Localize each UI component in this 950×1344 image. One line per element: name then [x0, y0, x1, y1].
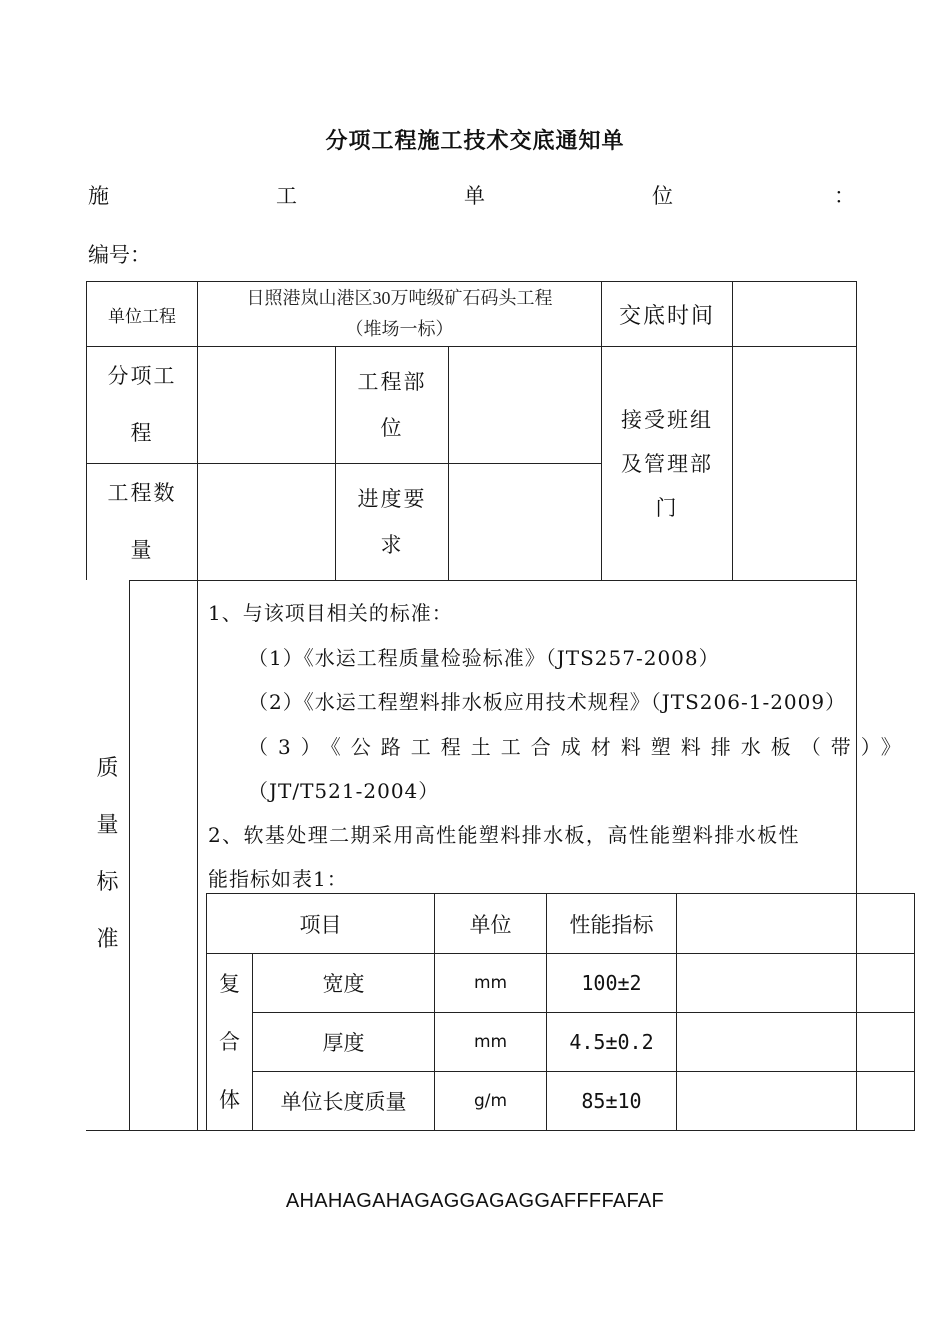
perf-value: 85±10	[547, 1072, 677, 1131]
receiving-team-label-line: 接受班组	[621, 407, 714, 432]
footer-text: AHAHAGAHAGAGGAGAGGAFFFFAFAF	[285, 1190, 665, 1212]
perf-blank	[677, 1013, 915, 1072]
unit-project-section: （堆场一标）	[345, 319, 454, 339]
quantity-label-line: 工程数	[107, 481, 177, 505]
sub-project-label-line: 程	[130, 421, 154, 445]
perf-item: 单位长度质量	[253, 1072, 435, 1131]
quantity-label-line: 量	[130, 538, 154, 562]
quality-line: 能指标如表1：	[208, 867, 348, 891]
perf-header-unit: 单位	[435, 894, 547, 954]
schedule-label	[336, 464, 449, 581]
schedule-label-line: 求	[380, 533, 404, 557]
quality-label-char: 标	[96, 870, 119, 895]
work-part-label	[336, 347, 449, 464]
perf-header-item: 项目	[207, 894, 435, 954]
work-part-label-line: 位	[380, 416, 404, 440]
perf-value: 4.5±0.2	[547, 1013, 677, 1072]
quality-line: 2、软基处理二期采用高性能塑料排水板，高性能塑料排水板性	[208, 823, 800, 847]
perf-header-value: 性能指标	[547, 894, 677, 954]
handover-table	[86, 281, 911, 1131]
schedule-label-line: 进度要	[357, 487, 427, 511]
receiving-team-value	[733, 347, 857, 581]
unit-project-name: 日照港岚山港区30万吨级矿石码头工程	[246, 288, 553, 308]
receiving-team-label-line: 门	[655, 495, 679, 520]
schedule-value	[449, 464, 602, 581]
quality-label-char: 准	[96, 927, 119, 952]
quality-line: （3）《公路工程土工合成材料塑料排水板（带）》	[248, 735, 911, 759]
sub-project-value	[198, 347, 336, 464]
sub-project-label	[87, 347, 198, 464]
quality-label-char: 量	[96, 813, 119, 838]
unit-project-label: 单位工程	[87, 282, 198, 347]
quality-line: （2）《水运工程塑料排水板应用技术规程》（JTS206-1-2009）	[248, 690, 847, 714]
perf-header-blank	[677, 894, 915, 954]
performance-table	[206, 893, 915, 1131]
unit-project-value	[198, 282, 602, 347]
page-title: 分项工程施工技术交底通知单	[325, 129, 625, 154]
perf-unit: mm	[435, 1013, 547, 1072]
work-part-value	[449, 347, 602, 464]
handover-time-value	[733, 282, 857, 347]
construction-unit-char: 位	[652, 184, 673, 208]
composite-group-label	[207, 954, 253, 1131]
construction-unit-char: 施	[88, 184, 109, 208]
sub-project-label-line: 分项工	[107, 364, 177, 388]
number-label: 编号：	[88, 243, 151, 267]
quality-content	[198, 581, 911, 1131]
construction-unit-char: 单	[464, 184, 485, 208]
quality-line: （JT/T521-2004）	[248, 779, 440, 803]
quantity-label	[87, 464, 198, 581]
perf-item: 宽度	[253, 954, 435, 1013]
perf-blank	[677, 1072, 915, 1131]
quantity-value	[198, 464, 336, 581]
quality-label-column	[86, 580, 130, 1130]
quality-line: （1）《水运工程质量检验标准》（JTS257-2008）	[248, 646, 720, 670]
perf-blank	[677, 954, 915, 1013]
handover-time-label: 交底时间	[602, 282, 733, 347]
receiving-team-label	[602, 347, 733, 581]
quality-label-char: 质	[96, 756, 119, 781]
perf-unit: mm	[435, 954, 547, 1013]
composite-group-char: 合	[219, 1030, 240, 1054]
composite-group-char: 复	[219, 972, 240, 996]
construction-unit-char: 工	[276, 184, 297, 208]
perf-item: 厚度	[253, 1013, 435, 1072]
composite-group-char: 体	[219, 1088, 240, 1112]
work-part-label-line: 工程部	[357, 370, 427, 394]
receiving-team-label-line: 及管理部	[621, 451, 714, 476]
quality-line: 1、与该项目相关的标准：	[208, 601, 453, 625]
construction-unit-colon: ：	[834, 184, 855, 208]
perf-value: 100±2	[547, 954, 677, 1013]
perf-unit: g/m	[435, 1072, 547, 1131]
